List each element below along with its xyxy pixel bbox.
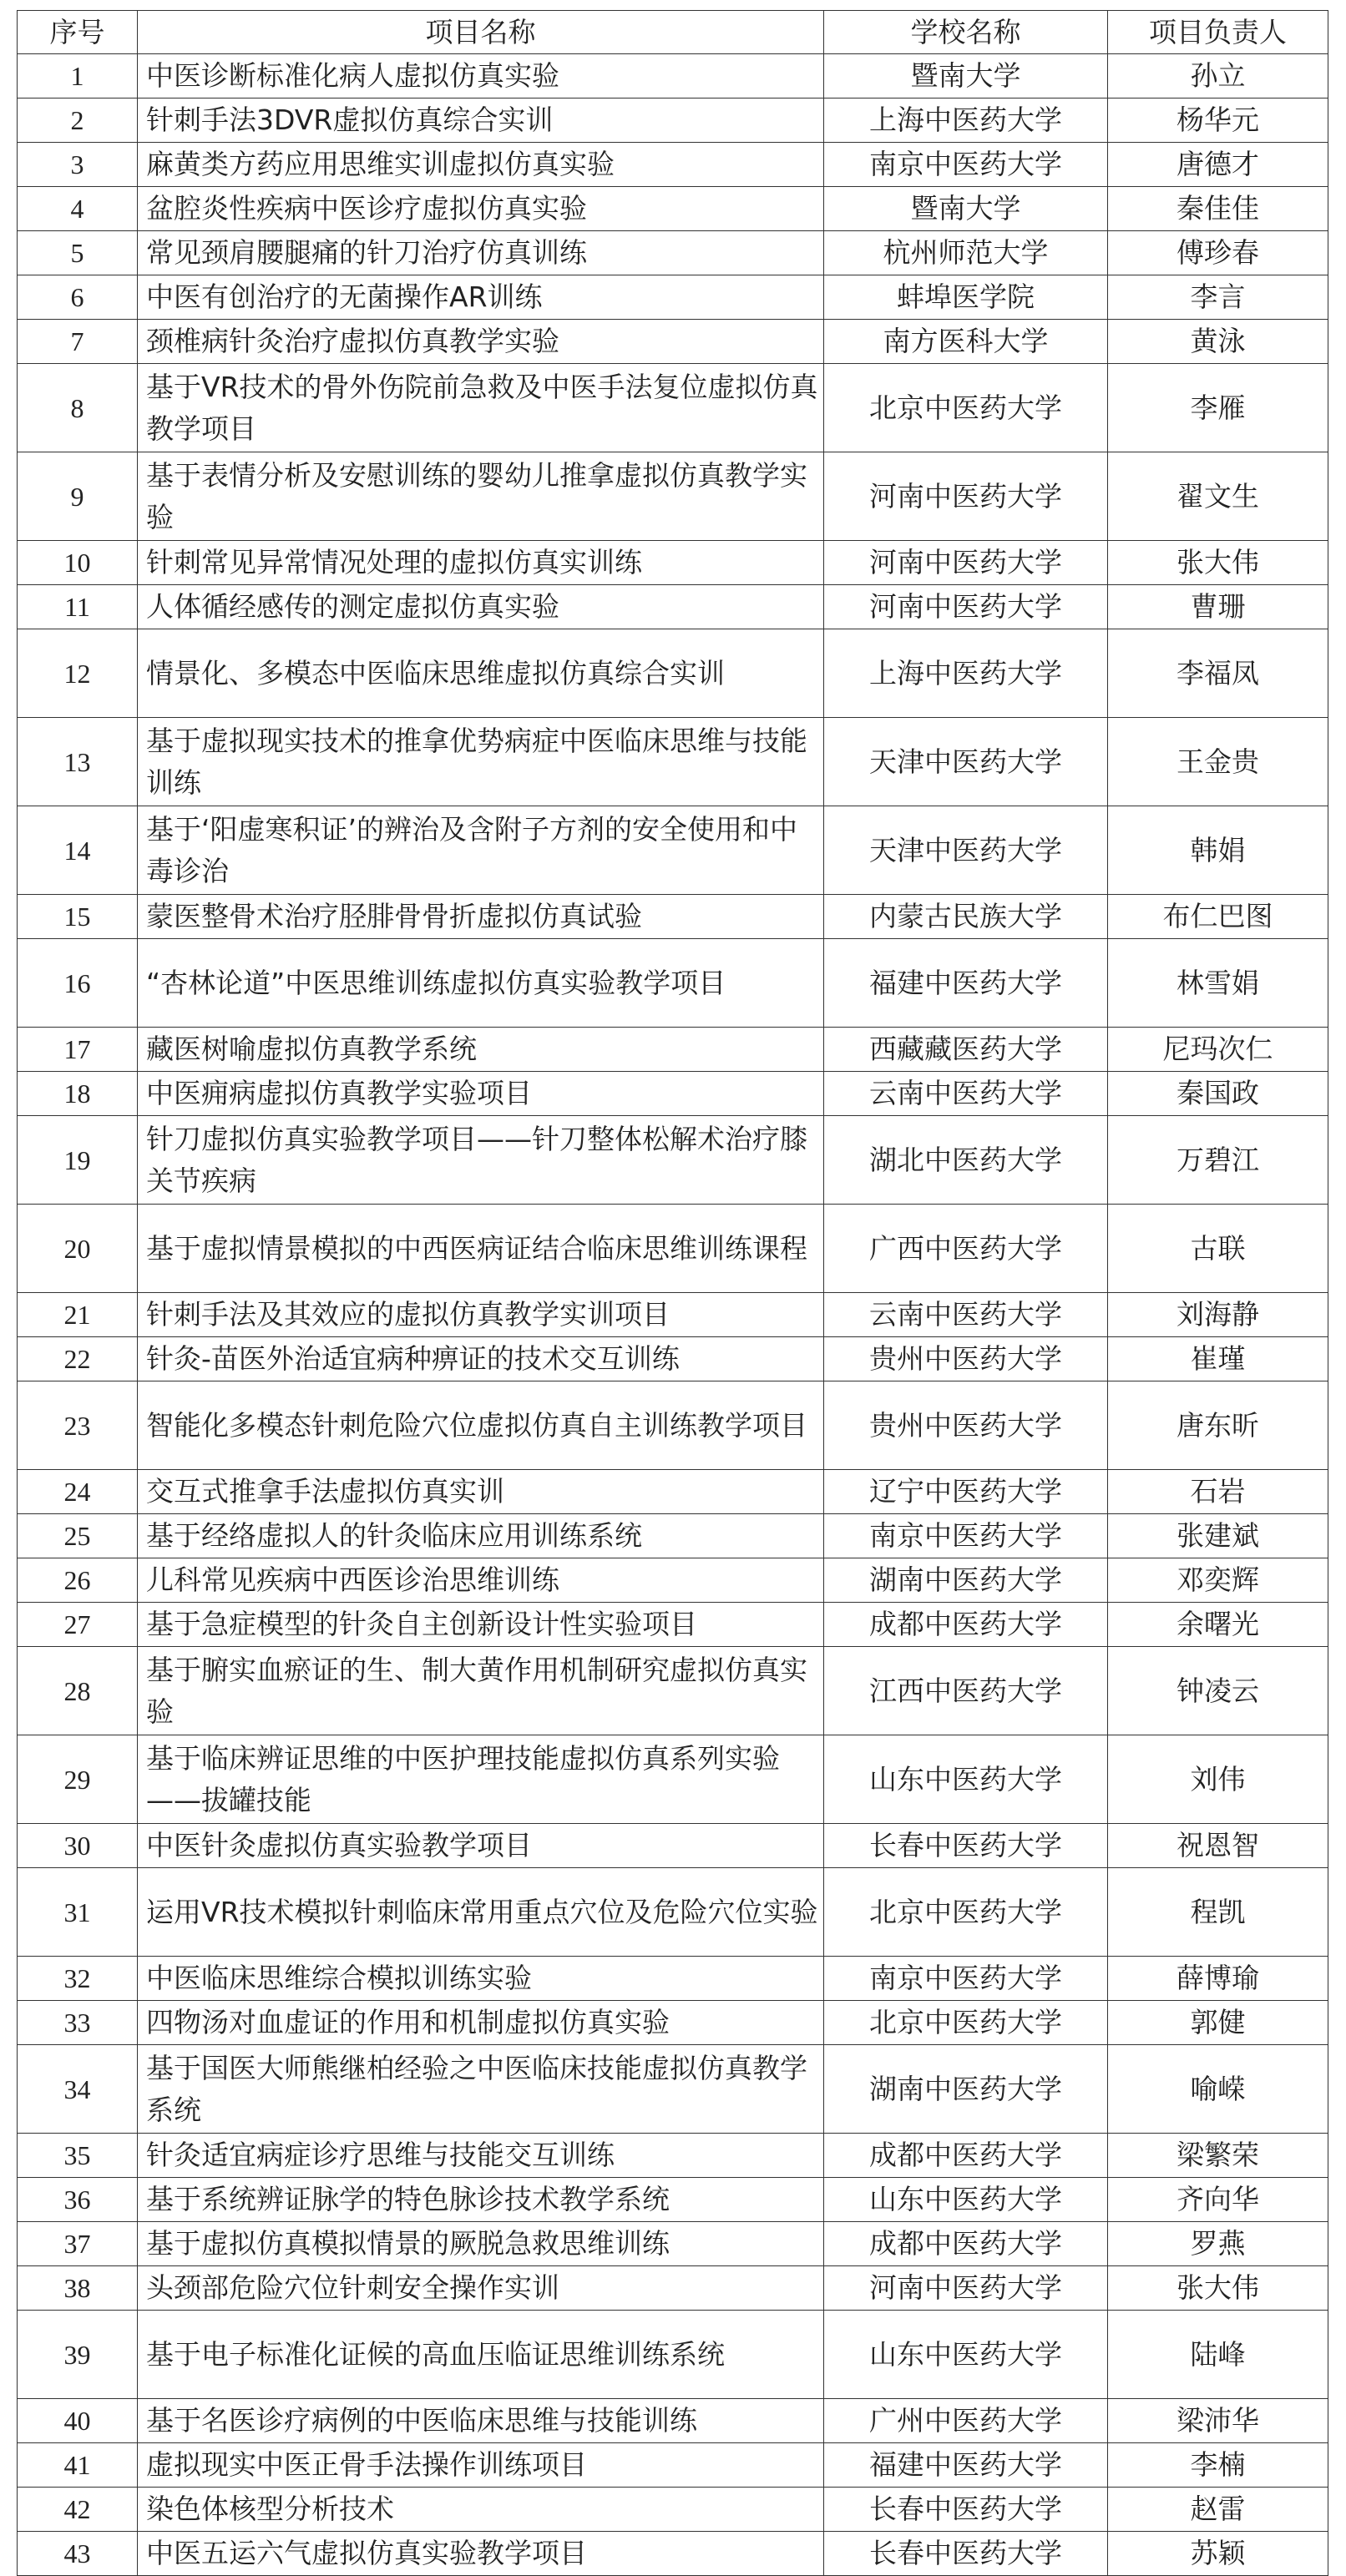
project-name: 基于虚拟仿真模拟情景的厥脱急救思维训练 <box>138 2222 824 2266</box>
project-name: 麻黄类方药应用思维实训虚拟仿真实验 <box>138 143 824 187</box>
project-name: 基于虚拟现实技术的推拿优势病症中医临床思维与技能训练 <box>138 718 824 806</box>
row-index: 32 <box>18 1957 138 2001</box>
project-name: 头颈部危险穴位针刺安全操作实训 <box>138 2266 824 2311</box>
school-name: 上海中医药大学 <box>824 629 1108 718</box>
row-index: 22 <box>18 1337 138 1381</box>
row-index: 3 <box>18 143 138 187</box>
project-lead: 邓奕辉 <box>1108 1558 1328 1603</box>
school-name: 湖南中医药大学 <box>824 1558 1108 1603</box>
project-lead: 傅珍春 <box>1108 231 1328 275</box>
row-index: 34 <box>18 2045 138 2134</box>
row-index: 18 <box>18 1072 138 1116</box>
project-lead: 李楠 <box>1108 2443 1328 2488</box>
school-name: 长春中医药大学 <box>824 1824 1108 1868</box>
table-row <box>18 98 1328 143</box>
project-lead: 尼玛次仁 <box>1108 1028 1328 1072</box>
row-index: 25 <box>18 1514 138 1558</box>
row-index: 43 <box>18 2532 138 2576</box>
table-row <box>18 231 1328 275</box>
row-index: 12 <box>18 629 138 718</box>
row-index: 20 <box>18 1205 138 1293</box>
row-index: 28 <box>18 1647 138 1735</box>
row-index: 10 <box>18 541 138 585</box>
project-lead: 陆峰 <box>1108 2311 1328 2399</box>
row-index: 31 <box>18 1868 138 1957</box>
row-index: 38 <box>18 2266 138 2311</box>
school-name: 南京中医药大学 <box>824 1514 1108 1558</box>
row-index: 24 <box>18 1470 138 1514</box>
project-lead: 郭健 <box>1108 2001 1328 2045</box>
table-row <box>18 806 1328 895</box>
project-lead: 张大伟 <box>1108 541 1328 585</box>
project-lead: 祝恩智 <box>1108 1824 1328 1868</box>
table-row <box>18 1558 1328 1603</box>
table-row <box>18 320 1328 364</box>
project-name: 基于腑实血瘀证的生、制大黄作用机制研究虚拟仿真实验 <box>138 1647 824 1735</box>
school-name: 江西中医药大学 <box>824 1647 1108 1735</box>
project-name: 虚拟现实中医正骨手法操作训练项目 <box>138 2443 824 2488</box>
project-lead: 余曙光 <box>1108 1603 1328 1647</box>
school-name: 北京中医药大学 <box>824 364 1108 452</box>
project-name: 情景化、多模态中医临床思维虚拟仿真综合实训 <box>138 629 824 718</box>
project-lead: 王金贵 <box>1108 718 1328 806</box>
project-name: 藏医树喻虚拟仿真教学系统 <box>138 1028 824 1072</box>
project-name: 中医针灸虚拟仿真实验教学项目 <box>138 1824 824 1868</box>
project-name: 基于表情分析及安慰训练的婴幼儿推拿虚拟仿真教学实验 <box>138 452 824 541</box>
row-index: 27 <box>18 1603 138 1647</box>
project-name: 基于经络虚拟人的针灸临床应用训练系统 <box>138 1514 824 1558</box>
project-lead: 唐德才 <box>1108 143 1328 187</box>
project-name: 针灸-苗医外治适宜病种痹证的技术交互训练 <box>138 1337 824 1381</box>
project-name: 中医临床思维综合模拟训练实验 <box>138 1957 824 2001</box>
school-name: 暨南大学 <box>824 54 1108 98</box>
project-name: 常见颈肩腰腿痛的针刀治疗仿真训练 <box>138 231 824 275</box>
table-row <box>18 2266 1328 2311</box>
project-name: 针刺手法及其效应的虚拟仿真教学实训项目 <box>138 1293 824 1337</box>
row-index: 17 <box>18 1028 138 1072</box>
header-index: 序号 <box>18 11 138 54</box>
school-name: 上海中医药大学 <box>824 98 1108 143</box>
project-name: 人体循经感传的测定虚拟仿真实验 <box>138 585 824 629</box>
table-row <box>18 2045 1328 2134</box>
school-name: 福建中医药大学 <box>824 2443 1108 2488</box>
project-lead: 罗燕 <box>1108 2222 1328 2266</box>
school-name: 河南中医药大学 <box>824 452 1108 541</box>
school-name: 成都中医药大学 <box>824 1603 1108 1647</box>
school-name: 福建中医药大学 <box>824 939 1108 1028</box>
row-index: 26 <box>18 1558 138 1603</box>
project-name: 基于临床辨证思维的中医护理技能虚拟仿真系列实验——拔罐技能 <box>138 1735 824 1824</box>
project-lead: 刘海静 <box>1108 1293 1328 1337</box>
project-name: 针刺常见异常情况处理的虚拟仿真实训练 <box>138 541 824 585</box>
row-index: 23 <box>18 1381 138 1470</box>
school-name: 山东中医药大学 <box>824 2311 1108 2399</box>
project-lead: 杨华元 <box>1108 98 1328 143</box>
table-row <box>18 187 1328 231</box>
school-name: 辽宁中医药大学 <box>824 1470 1108 1514</box>
table-row <box>18 2399 1328 2443</box>
project-lead: 梁繁荣 <box>1108 2134 1328 2178</box>
row-index: 15 <box>18 895 138 939</box>
project-name: 中医有创治疗的无菌操作AR训练 <box>138 275 824 320</box>
school-name: 北京中医药大学 <box>824 1868 1108 1957</box>
row-index: 14 <box>18 806 138 895</box>
project-name: 针刺手法3DVR虚拟仿真综合实训 <box>138 98 824 143</box>
project-name: 基于国医大师熊继柏经验之中医临床技能虚拟仿真教学系统 <box>138 2045 824 2134</box>
project-lead: 梁沛华 <box>1108 2399 1328 2443</box>
project-name: 基于系统辨证脉学的特色脉诊技术教学系统 <box>138 2178 824 2222</box>
school-name: 成都中医药大学 <box>824 2222 1108 2266</box>
project-lead: 石岩 <box>1108 1470 1328 1514</box>
table-row <box>18 275 1328 320</box>
project-lead: 翟文生 <box>1108 452 1328 541</box>
table-row <box>18 1647 1328 1735</box>
school-name: 内蒙古民族大学 <box>824 895 1108 939</box>
school-name: 蚌埠医学院 <box>824 275 1108 320</box>
school-name: 湖南中医药大学 <box>824 2045 1108 2134</box>
school-name: 贵州中医药大学 <box>824 1337 1108 1381</box>
school-name: 河南中医药大学 <box>824 585 1108 629</box>
table-row <box>18 895 1328 939</box>
school-name: 广州中医药大学 <box>824 2399 1108 2443</box>
table-body <box>18 54 1328 2576</box>
school-name: 长春中医药大学 <box>824 2532 1108 2576</box>
project-name: 颈椎病针灸治疗虚拟仿真教学实验 <box>138 320 824 364</box>
school-name: 山东中医药大学 <box>824 1735 1108 1824</box>
header-row <box>18 11 1328 54</box>
school-name: 云南中医药大学 <box>824 1072 1108 1116</box>
row-index: 2 <box>18 98 138 143</box>
school-name: 暨南大学 <box>824 187 1108 231</box>
project-lead: 程凯 <box>1108 1868 1328 1957</box>
table-row <box>18 541 1328 585</box>
table-row <box>18 1205 1328 1293</box>
school-name: 天津中医药大学 <box>824 718 1108 806</box>
project-lead: 古联 <box>1108 1205 1328 1293</box>
school-name: 杭州师范大学 <box>824 231 1108 275</box>
table-row <box>18 718 1328 806</box>
project-name: 中医五运六气虚拟仿真实验教学项目 <box>138 2532 824 2576</box>
project-name: 基于‘阳虚寒积证’的辨治及含附子方剂的安全使用和中毒诊治 <box>138 806 824 895</box>
row-index: 40 <box>18 2399 138 2443</box>
project-lead: 喻嵘 <box>1108 2045 1328 2134</box>
school-name: 河南中医药大学 <box>824 541 1108 585</box>
table-row <box>18 2222 1328 2266</box>
table-row <box>18 1514 1328 1558</box>
school-name: 贵州中医药大学 <box>824 1381 1108 1470</box>
project-name: 基于急症模型的针灸自主创新设计性实验项目 <box>138 1603 824 1647</box>
project-lead: 刘伟 <box>1108 1735 1328 1824</box>
project-lead: 张建斌 <box>1108 1514 1328 1558</box>
school-name: 南方医科大学 <box>824 320 1108 364</box>
table-row <box>18 585 1328 629</box>
row-index: 19 <box>18 1116 138 1205</box>
project-lead: 唐东昕 <box>1108 1381 1328 1470</box>
project-lead: 赵雷 <box>1108 2488 1328 2532</box>
school-name: 成都中医药大学 <box>824 2134 1108 2178</box>
row-index: 21 <box>18 1293 138 1337</box>
project-lead: 林雪娟 <box>1108 939 1328 1028</box>
school-name: 天津中医药大学 <box>824 806 1108 895</box>
project-lead: 李言 <box>1108 275 1328 320</box>
project-lead: 万碧江 <box>1108 1116 1328 1205</box>
project-lead: 崔瑾 <box>1108 1337 1328 1381</box>
project-name: 儿科常见疾病中西医诊治思维训练 <box>138 1558 824 1603</box>
project-name: 运用VR技术模拟针刺临床常用重点穴位及危险穴位实验 <box>138 1868 824 1957</box>
table-row <box>18 2311 1328 2399</box>
school-name: 山东中医药大学 <box>824 2178 1108 2222</box>
project-lead: 李雁 <box>1108 364 1328 452</box>
table-row <box>18 2178 1328 2222</box>
row-index: 30 <box>18 1824 138 1868</box>
project-name: “杏林论道”中医思维训练虚拟仿真实验教学项目 <box>138 939 824 1028</box>
table-row <box>18 54 1328 98</box>
table-row <box>18 2001 1328 2045</box>
row-index: 29 <box>18 1735 138 1824</box>
project-name: 基于名医诊疗病例的中医临床思维与技能训练 <box>138 2399 824 2443</box>
table-row <box>18 1337 1328 1381</box>
table-row <box>18 2488 1328 2532</box>
project-name: 蒙医整骨术治疗胫腓骨骨折虚拟仿真试验 <box>138 895 824 939</box>
school-name: 西藏藏医药大学 <box>824 1028 1108 1072</box>
table-row <box>18 1381 1328 1470</box>
project-name: 针灸适宜病症诊疗思维与技能交互训练 <box>138 2134 824 2178</box>
row-index: 33 <box>18 2001 138 2045</box>
project-name: 针刀虚拟仿真实验教学项目——针刀整体松解术治疗膝关节疾病 <box>138 1116 824 1205</box>
project-lead: 齐向华 <box>1108 2178 1328 2222</box>
table-row <box>18 939 1328 1028</box>
row-index: 7 <box>18 320 138 364</box>
row-index: 4 <box>18 187 138 231</box>
row-index: 8 <box>18 364 138 452</box>
project-lead: 黄泳 <box>1108 320 1328 364</box>
project-name: 基于VR技术的骨外伤院前急救及中医手法复位虚拟仿真教学项目 <box>138 364 824 452</box>
table-row <box>18 1824 1328 1868</box>
row-index: 9 <box>18 452 138 541</box>
school-name: 湖北中医药大学 <box>824 1116 1108 1205</box>
project-lead: 曹珊 <box>1108 585 1328 629</box>
project-lead: 秦国政 <box>1108 1072 1328 1116</box>
row-index: 13 <box>18 718 138 806</box>
table-row <box>18 1028 1328 1072</box>
table-row <box>18 1603 1328 1647</box>
school-name: 云南中医药大学 <box>824 1293 1108 1337</box>
project-lead: 布仁巴图 <box>1108 895 1328 939</box>
row-index: 1 <box>18 54 138 98</box>
project-lead: 孙立 <box>1108 54 1328 98</box>
row-index: 39 <box>18 2311 138 2399</box>
table-row <box>18 1072 1328 1116</box>
table-row <box>18 2532 1328 2576</box>
row-index: 36 <box>18 2178 138 2222</box>
row-index: 11 <box>18 585 138 629</box>
row-index: 6 <box>18 275 138 320</box>
project-name: 中医诊断标准化病人虚拟仿真实验 <box>138 54 824 98</box>
row-index: 37 <box>18 2222 138 2266</box>
table-row <box>18 143 1328 187</box>
row-index: 35 <box>18 2134 138 2178</box>
project-name: 染色体核型分析技术 <box>138 2488 824 2532</box>
row-index: 5 <box>18 231 138 275</box>
table-row <box>18 1470 1328 1514</box>
header-project-name: 项目名称 <box>138 11 824 54</box>
project-lead: 秦佳佳 <box>1108 187 1328 231</box>
project-lead: 钟凌云 <box>1108 1647 1328 1735</box>
project-name: 基于电子标准化证候的高血压临证思维训练系统 <box>138 2311 824 2399</box>
project-lead: 韩娟 <box>1108 806 1328 895</box>
table-row <box>18 1116 1328 1205</box>
school-name: 南京中医药大学 <box>824 1957 1108 2001</box>
table-row <box>18 452 1328 541</box>
table-row <box>18 1868 1328 1957</box>
project-name: 四物汤对血虚证的作用和机制虚拟仿真实验 <box>138 2001 824 2045</box>
project-table <box>17 10 1328 2576</box>
row-index: 42 <box>18 2488 138 2532</box>
table-row <box>18 2443 1328 2488</box>
project-name: 基于虚拟情景模拟的中西医病证结合临床思维训练课程 <box>138 1205 824 1293</box>
row-index: 16 <box>18 939 138 1028</box>
school-name: 北京中医药大学 <box>824 2001 1108 2045</box>
table-row <box>18 1293 1328 1337</box>
school-name: 河南中医药大学 <box>824 2266 1108 2311</box>
project-lead: 张大伟 <box>1108 2266 1328 2311</box>
project-lead: 苏颖 <box>1108 2532 1328 2576</box>
project-name: 智能化多模态针刺危险穴位虚拟仿真自主训练教学项目 <box>138 1381 824 1470</box>
project-lead: 李福凤 <box>1108 629 1328 718</box>
project-name: 盆腔炎性疾病中医诊疗虚拟仿真实验 <box>138 187 824 231</box>
header-school-name: 学校名称 <box>824 11 1108 54</box>
school-name: 南京中医药大学 <box>824 143 1108 187</box>
table-row <box>18 364 1328 452</box>
table-row <box>18 2134 1328 2178</box>
table-row <box>18 1957 1328 2001</box>
project-lead: 薛博瑜 <box>1108 1957 1328 2001</box>
row-index: 41 <box>18 2443 138 2488</box>
header-project-lead: 项目负责人 <box>1108 11 1328 54</box>
school-name: 广西中医药大学 <box>824 1205 1108 1293</box>
project-name: 中医痈病虚拟仿真教学实验项目 <box>138 1072 824 1116</box>
table-row <box>18 629 1328 718</box>
school-name: 长春中医药大学 <box>824 2488 1108 2532</box>
project-name: 交互式推拿手法虚拟仿真实训 <box>138 1470 824 1514</box>
table-row <box>18 1735 1328 1824</box>
